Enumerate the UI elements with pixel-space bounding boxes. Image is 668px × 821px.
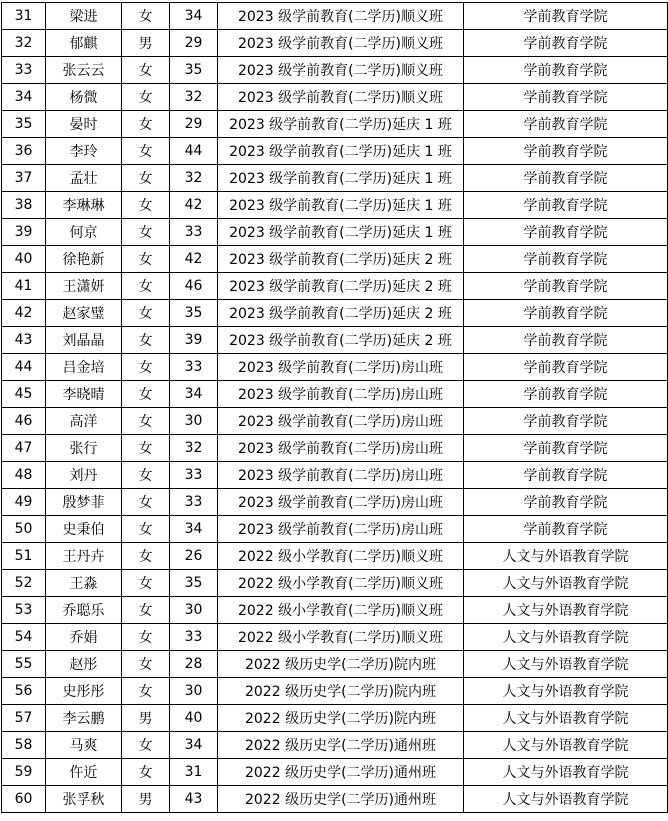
gender-cell: 女 <box>122 678 170 705</box>
gender-cell: 女 <box>122 192 170 219</box>
table-row <box>2 705 668 732</box>
college-cell: 学前教育学院 <box>464 327 668 354</box>
table-row <box>2 381 668 408</box>
class-name-cell: 2023 级学前教育(二学历)延庆 1 班 <box>218 219 464 246</box>
student-name-cell: 王潇妍 <box>46 273 122 300</box>
table-row <box>2 408 668 435</box>
class-name-cell: 2023 级学前教育(二学历)顺义班 <box>218 3 464 30</box>
class-name-cell: 2022 级小学教育(二学历)顺义班 <box>218 597 464 624</box>
college-cell: 学前教育学院 <box>464 516 668 543</box>
age-cell: 30 <box>170 408 218 435</box>
table-row <box>2 489 668 516</box>
age-cell: 33 <box>170 354 218 381</box>
college-cell: 人文与外语教育学院 <box>464 543 668 570</box>
class-name-cell: 2023 级学前教育(二学历)房山班 <box>218 516 464 543</box>
row-number-cell: 44 <box>2 354 46 381</box>
row-number-cell: 53 <box>2 597 46 624</box>
table-row <box>2 192 668 219</box>
college-cell: 学前教育学院 <box>464 246 668 273</box>
table-row <box>2 597 668 624</box>
student-name-cell: 张云云 <box>46 57 122 84</box>
age-cell: 35 <box>170 300 218 327</box>
student-name-cell: 赵家璧 <box>46 300 122 327</box>
table-row <box>2 678 668 705</box>
college-cell: 学前教育学院 <box>464 30 668 57</box>
college-cell: 人文与外语教育学院 <box>464 651 668 678</box>
class-name-cell: 2023 级学前教育(二学历)延庆 2 班 <box>218 273 464 300</box>
college-cell: 学前教育学院 <box>464 84 668 111</box>
age-cell: 35 <box>170 570 218 597</box>
gender-cell: 女 <box>122 300 170 327</box>
student-name-cell: 孟壮 <box>46 165 122 192</box>
row-number-cell: 49 <box>2 489 46 516</box>
row-number-cell: 57 <box>2 705 46 732</box>
table-row <box>2 786 668 813</box>
class-name-cell: 2023 级学前教育(二学历)顺义班 <box>218 30 464 57</box>
gender-cell: 女 <box>122 111 170 138</box>
class-name-cell: 2023 级学前教育(二学历)顺义班 <box>218 84 464 111</box>
gender-cell: 女 <box>122 462 170 489</box>
table-row <box>2 570 668 597</box>
student-name-cell: 何京 <box>46 219 122 246</box>
table-row <box>2 354 668 381</box>
row-number-cell: 45 <box>2 381 46 408</box>
table-row <box>2 651 668 678</box>
row-number-cell: 32 <box>2 30 46 57</box>
student-name-cell: 乔聪乐 <box>46 597 122 624</box>
student-name-cell: 张孚秋 <box>46 786 122 813</box>
table-row <box>2 219 668 246</box>
student-name-cell: 李琳琳 <box>46 192 122 219</box>
table-row <box>2 543 668 570</box>
row-number-cell: 58 <box>2 732 46 759</box>
class-name-cell: 2023 级学前教育(二学历)房山班 <box>218 489 464 516</box>
student-name-cell: 乔娟 <box>46 624 122 651</box>
class-name-cell: 2022 级历史学(二学历)院内班 <box>218 678 464 705</box>
college-cell: 人文与外语教育学院 <box>464 624 668 651</box>
table-row <box>2 246 668 273</box>
gender-cell: 女 <box>122 570 170 597</box>
age-cell: 32 <box>170 84 218 111</box>
class-name-cell: 2023 级学前教育(二学历)房山班 <box>218 381 464 408</box>
row-number-cell: 40 <box>2 246 46 273</box>
class-name-cell: 2022 级历史学(二学历)院内班 <box>218 705 464 732</box>
gender-cell: 女 <box>122 732 170 759</box>
college-cell: 人文与外语教育学院 <box>464 705 668 732</box>
college-cell: 学前教育学院 <box>464 111 668 138</box>
class-name-cell: 2022 级历史学(二学历)通州班 <box>218 759 464 786</box>
student-name-cell: 王淼 <box>46 570 122 597</box>
age-cell: 32 <box>170 165 218 192</box>
table-row <box>2 30 668 57</box>
class-name-cell: 2022 级小学教育(二学历)顺义班 <box>218 624 464 651</box>
gender-cell: 女 <box>122 138 170 165</box>
age-cell: 29 <box>170 111 218 138</box>
gender-cell: 女 <box>122 84 170 111</box>
table-row <box>2 84 668 111</box>
class-name-cell: 2022 级历史学(二学历)通州班 <box>218 786 464 813</box>
age-cell: 33 <box>170 489 218 516</box>
student-name-cell: 史秉伯 <box>46 516 122 543</box>
class-name-cell: 2023 级学前教育(二学历)延庆 1 班 <box>218 111 464 138</box>
row-number-cell: 51 <box>2 543 46 570</box>
gender-cell: 男 <box>122 705 170 732</box>
class-name-cell: 2022 级小学教育(二学历)顺义班 <box>218 543 464 570</box>
age-cell: 43 <box>170 786 218 813</box>
gender-cell: 女 <box>122 354 170 381</box>
row-number-cell: 37 <box>2 165 46 192</box>
gender-cell: 女 <box>122 381 170 408</box>
student-name-cell: 高洋 <box>46 408 122 435</box>
college-cell: 学前教育学院 <box>464 219 668 246</box>
college-cell: 学前教育学院 <box>464 57 668 84</box>
student-name-cell: 刘晶晶 <box>46 327 122 354</box>
table-row <box>2 759 668 786</box>
college-cell: 人文与外语教育学院 <box>464 759 668 786</box>
age-cell: 40 <box>170 705 218 732</box>
age-cell: 35 <box>170 57 218 84</box>
college-cell: 人文与外语教育学院 <box>464 678 668 705</box>
class-name-cell: 2022 级小学教育(二学历)顺义班 <box>218 570 464 597</box>
row-number-cell: 36 <box>2 138 46 165</box>
student-name-cell: 李玲 <box>46 138 122 165</box>
student-name-cell: 徐艳新 <box>46 246 122 273</box>
college-cell: 学前教育学院 <box>464 165 668 192</box>
student-name-cell: 梁进 <box>46 3 122 30</box>
student-name-cell: 王丹卉 <box>46 543 122 570</box>
age-cell: 46 <box>170 273 218 300</box>
class-name-cell: 2023 级学前教育(二学历)顺义班 <box>218 57 464 84</box>
row-number-cell: 33 <box>2 57 46 84</box>
row-number-cell: 46 <box>2 408 46 435</box>
age-cell: 26 <box>170 543 218 570</box>
age-cell: 32 <box>170 435 218 462</box>
age-cell: 44 <box>170 138 218 165</box>
gender-cell: 女 <box>122 489 170 516</box>
gender-cell: 女 <box>122 408 170 435</box>
roster-body <box>2 3 668 813</box>
row-number-cell: 56 <box>2 678 46 705</box>
row-number-cell: 52 <box>2 570 46 597</box>
row-number-cell: 35 <box>2 111 46 138</box>
college-cell: 学前教育学院 <box>464 381 668 408</box>
student-name-cell: 杨微 <box>46 84 122 111</box>
row-number-cell: 59 <box>2 759 46 786</box>
age-cell: 33 <box>170 219 218 246</box>
college-cell: 学前教育学院 <box>464 435 668 462</box>
gender-cell: 女 <box>122 57 170 84</box>
row-number-cell: 60 <box>2 786 46 813</box>
table-row <box>2 300 668 327</box>
class-name-cell: 2023 级学前教育(二学历)延庆 2 班 <box>218 300 464 327</box>
row-number-cell: 38 <box>2 192 46 219</box>
college-cell: 人文与外语教育学院 <box>464 597 668 624</box>
college-cell: 人文与外语教育学院 <box>464 786 668 813</box>
gender-cell: 女 <box>122 165 170 192</box>
class-name-cell: 2023 级学前教育(二学历)延庆 2 班 <box>218 246 464 273</box>
age-cell: 34 <box>170 732 218 759</box>
class-name-cell: 2023 级学前教育(二学历)延庆 1 班 <box>218 138 464 165</box>
table-row <box>2 111 668 138</box>
college-cell: 学前教育学院 <box>464 300 668 327</box>
student-name-cell: 马爽 <box>46 732 122 759</box>
gender-cell: 女 <box>122 3 170 30</box>
gender-cell: 男 <box>122 786 170 813</box>
row-number-cell: 42 <box>2 300 46 327</box>
gender-cell: 女 <box>122 597 170 624</box>
college-cell: 人文与外语教育学院 <box>464 732 668 759</box>
class-name-cell: 2023 级学前教育(二学历)房山班 <box>218 435 464 462</box>
row-number-cell: 41 <box>2 273 46 300</box>
age-cell: 33 <box>170 462 218 489</box>
class-name-cell: 2023 级学前教育(二学历)延庆 1 班 <box>218 192 464 219</box>
table-row <box>2 3 668 30</box>
age-cell: 30 <box>170 678 218 705</box>
gender-cell: 女 <box>122 516 170 543</box>
student-name-cell: 吕金培 <box>46 354 122 381</box>
college-cell: 学前教育学院 <box>464 138 668 165</box>
student-name-cell: 史彤彤 <box>46 678 122 705</box>
college-cell: 学前教育学院 <box>464 489 668 516</box>
college-cell: 学前教育学院 <box>464 3 668 30</box>
age-cell: 30 <box>170 597 218 624</box>
row-number-cell: 48 <box>2 462 46 489</box>
class-name-cell: 2022 级历史学(二学历)通州班 <box>218 732 464 759</box>
row-number-cell: 31 <box>2 3 46 30</box>
college-cell: 人文与外语教育学院 <box>464 570 668 597</box>
age-cell: 42 <box>170 246 218 273</box>
row-number-cell: 39 <box>2 219 46 246</box>
student-roster-table <box>1 2 668 813</box>
class-name-cell: 2023 级学前教育(二学历)房山班 <box>218 462 464 489</box>
row-number-cell: 47 <box>2 435 46 462</box>
student-name-cell: 李晓晴 <box>46 381 122 408</box>
class-name-cell: 2023 级学前教育(二学历)延庆 2 班 <box>218 327 464 354</box>
row-number-cell: 50 <box>2 516 46 543</box>
row-number-cell: 34 <box>2 84 46 111</box>
class-name-cell: 2022 级历史学(二学历)院内班 <box>218 651 464 678</box>
college-cell: 学前教育学院 <box>464 462 668 489</box>
row-number-cell: 55 <box>2 651 46 678</box>
gender-cell: 男 <box>122 30 170 57</box>
gender-cell: 女 <box>122 435 170 462</box>
gender-cell: 女 <box>122 327 170 354</box>
college-cell: 学前教育学院 <box>464 408 668 435</box>
age-cell: 34 <box>170 516 218 543</box>
gender-cell: 女 <box>122 246 170 273</box>
student-name-cell: 赵彤 <box>46 651 122 678</box>
table-row <box>2 732 668 759</box>
gender-cell: 女 <box>122 219 170 246</box>
gender-cell: 女 <box>122 543 170 570</box>
student-name-cell: 仵近 <box>46 759 122 786</box>
age-cell: 34 <box>170 381 218 408</box>
row-number-cell: 54 <box>2 624 46 651</box>
table-row <box>2 327 668 354</box>
college-cell: 学前教育学院 <box>464 273 668 300</box>
student-name-cell: 李云鹏 <box>46 705 122 732</box>
gender-cell: 女 <box>122 273 170 300</box>
table-row <box>2 165 668 192</box>
age-cell: 39 <box>170 327 218 354</box>
student-name-cell: 刘丹 <box>46 462 122 489</box>
age-cell: 34 <box>170 3 218 30</box>
college-cell: 学前教育学院 <box>464 192 668 219</box>
gender-cell: 女 <box>122 624 170 651</box>
row-number-cell: 43 <box>2 327 46 354</box>
gender-cell: 女 <box>122 651 170 678</box>
table-row <box>2 462 668 489</box>
table-row <box>2 624 668 651</box>
age-cell: 29 <box>170 30 218 57</box>
class-name-cell: 2023 级学前教育(二学历)房山班 <box>218 408 464 435</box>
student-name-cell: 郁麒 <box>46 30 122 57</box>
table-row <box>2 138 668 165</box>
student-name-cell: 张行 <box>46 435 122 462</box>
gender-cell: 女 <box>122 759 170 786</box>
college-cell: 学前教育学院 <box>464 354 668 381</box>
student-name-cell: 晏时 <box>46 111 122 138</box>
age-cell: 31 <box>170 759 218 786</box>
table-row <box>2 57 668 84</box>
table-row <box>2 273 668 300</box>
age-cell: 42 <box>170 192 218 219</box>
age-cell: 28 <box>170 651 218 678</box>
table-row <box>2 435 668 462</box>
table-row <box>2 516 668 543</box>
class-name-cell: 2023 级学前教育(二学历)房山班 <box>218 354 464 381</box>
class-name-cell: 2023 级学前教育(二学历)延庆 1 班 <box>218 165 464 192</box>
student-name-cell: 殷梦菲 <box>46 489 122 516</box>
age-cell: 33 <box>170 624 218 651</box>
